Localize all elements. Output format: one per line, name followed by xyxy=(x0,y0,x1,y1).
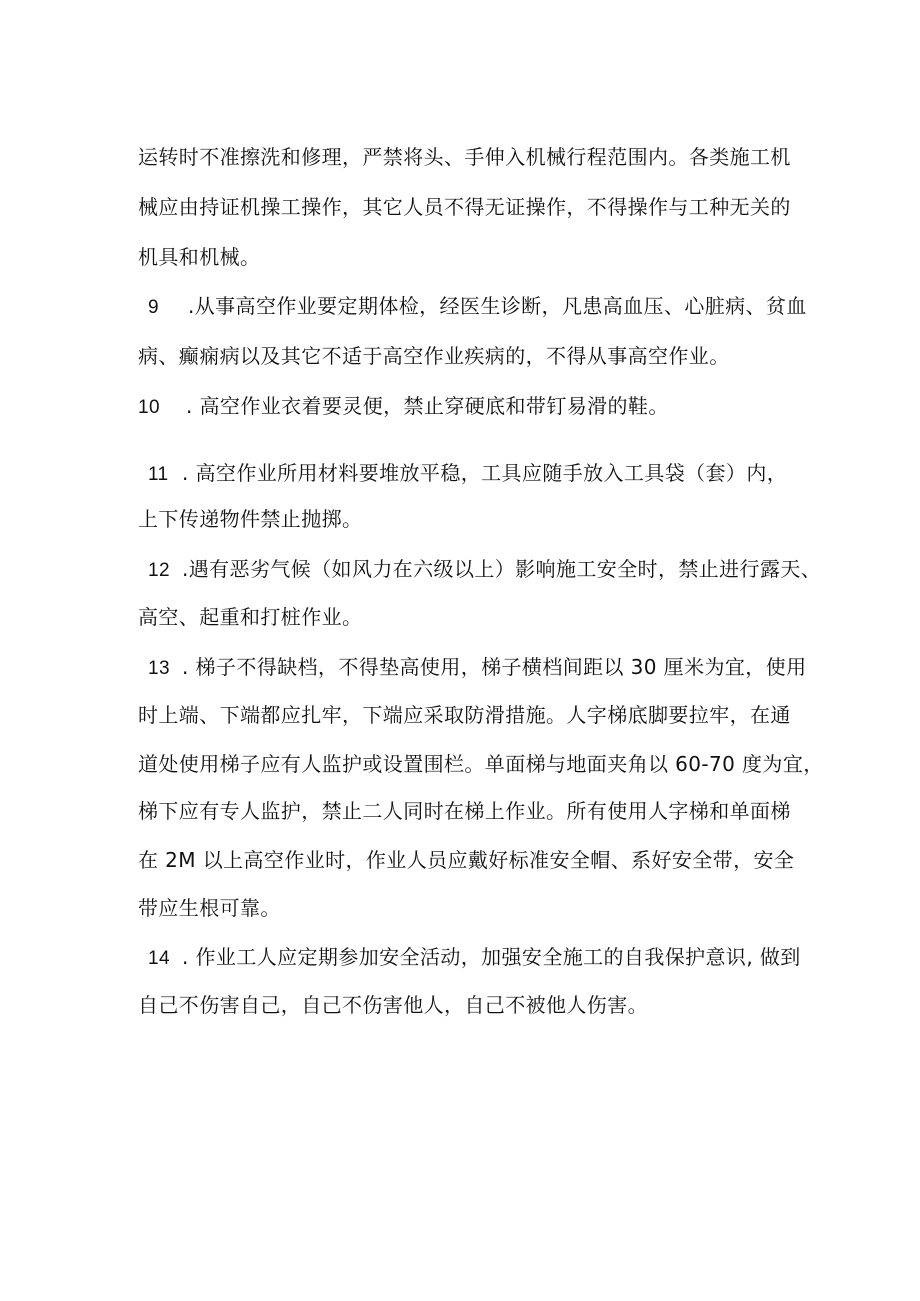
text-line: 带应生根可靠。 xyxy=(138,896,281,920)
text-line: 械应由持证机操工操作，其它人员不得无证操作，不得操作与工种无关的 xyxy=(138,195,791,219)
list-item-9-first-line xyxy=(138,293,807,319)
item-number: 14 xyxy=(148,948,170,969)
text-line: 道处使用梯子应有人监护或设置围栏。单面梯与地面夹角以 60-70 度为宜， xyxy=(138,752,824,776)
item-text: . 高空作业所用材料要堆放平稳，工具应随手放入工具袋（套）内， xyxy=(182,461,788,485)
list-item-10-first-line xyxy=(138,393,669,419)
item-text: . 梯子不得缺档，不得垫高使用，梯子横档间距以 30 厘米为宜，使用 xyxy=(182,655,807,679)
item-number: 9 xyxy=(148,297,159,318)
list-item-11-first-line xyxy=(138,460,787,486)
text-line: 高空、起重和打桩作业。 xyxy=(138,605,363,629)
list-item-12-first-line xyxy=(138,556,821,582)
text-line: 机具和机械。 xyxy=(138,245,261,269)
list-item-14-first-line xyxy=(138,944,801,970)
text-line: 梯下应有专人监护，禁止二人同时在梯上作业。所有使用人字梯和单面梯 xyxy=(138,799,791,823)
list-item-13-first-line xyxy=(138,654,806,680)
text-line: 自己不伤害自己，自己不伤害他人，自己不被他人伤害。 xyxy=(138,993,648,1017)
item-number: 12 xyxy=(148,560,170,581)
item-number: 13 xyxy=(148,658,170,679)
text-line: 运转时不准擦洗和修理，严禁将头、手伸入机械行程范围内。各类施工机 xyxy=(138,145,791,169)
text-line: 上下传递物件禁止抛掷。 xyxy=(138,507,363,531)
item-text: . 高空作业衣着要灵便，禁止穿硬底和带钉易滑的鞋。 xyxy=(186,394,669,418)
item-number: 11 xyxy=(148,464,169,485)
item-text: . 作业工人应定期参加安全活动，加强安全施工的自我保护意识, 做到 xyxy=(182,945,801,969)
item-text: .遇有恶劣气候（如风力在六级以上）影响施工安全时，禁止进行露天、 xyxy=(182,557,822,581)
text-line: 在 2M 以上高空作业时，作业人员应戴好标准安全帽、系好安全带，安全 xyxy=(138,848,795,872)
item-text: .从事高空作业要定期体检，经医生诊断，凡患高血压、心脏病、贫血 xyxy=(188,294,807,318)
text-line: 时上端、下端都应扎牢，下端应采取防滑措施。人字梯底脚要拉牢，在通 xyxy=(138,703,791,727)
item-number: 10 xyxy=(138,397,160,418)
text-line: 病、癫痫病以及其它不适于高空作业疾病的，不得从事高空作业。 xyxy=(138,344,730,368)
